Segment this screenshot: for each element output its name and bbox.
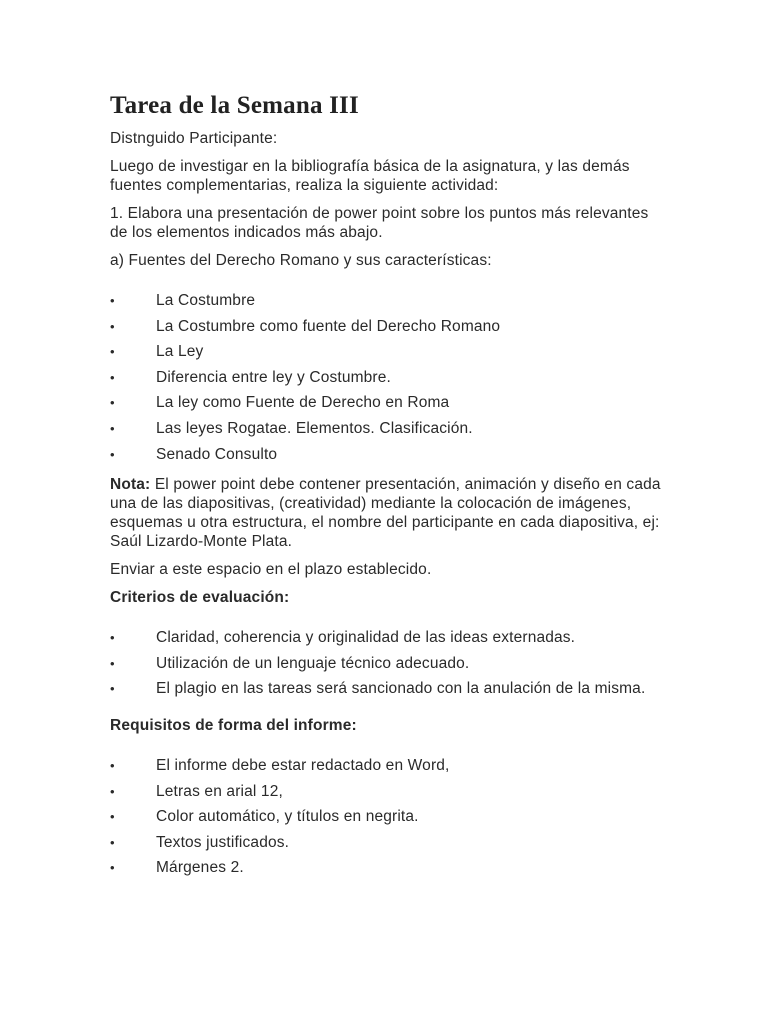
list-item: • La Ley <box>110 339 670 365</box>
criteria-heading: Criterios de evaluación: <box>110 589 290 607</box>
nota-text: El power point debe contener presentación, animación y diseño en cada una de las diapositivas, (creatividad) mediante la colocación de imágenes, esquemas u otra estructura, el nombre del participante en cada diapositiva, ej: Saúl Lizardo-Monte Plata. <box>110 476 661 551</box>
page-title: Tarea de la Semana III <box>110 92 359 119</box>
topics-list <box>110 288 670 467</box>
list-item: • Diferencia entre ley y Costumbre. <box>110 365 670 391</box>
list-item: • Márgenes 2. <box>110 855 670 881</box>
list-item: • Claridad, coherencia y originalidad de las ideas externadas. <box>110 625 670 651</box>
document-page <box>110 92 670 889</box>
nota-label: Nota: <box>110 476 151 494</box>
requirements-heading: Requisitos de forma del informe: <box>110 716 357 734</box>
send-paragraph: Enviar a este espacio en el plazo establecido. <box>110 561 432 579</box>
list-item: • Senado Consulto <box>110 442 670 468</box>
list-item: • Color automático, y títulos en negrita. <box>110 804 670 830</box>
list-item: • La Costumbre como fuente del Derecho Romano <box>110 314 670 340</box>
list-item: • El informe debe estar redactado en Word, <box>110 753 670 779</box>
list-item: • La Costumbre <box>110 288 670 314</box>
instruction-paragraph: 1. Elabora una presentación de power point sobre los puntos más relevantes de los elementos indicados más abajo. <box>110 205 649 241</box>
greeting: Distnguido Participante: <box>110 130 278 147</box>
list-item: • Las leyes Rogatae. Elementos. Clasificación. <box>110 416 670 442</box>
nota-paragraph <box>110 475 670 551</box>
list-item: • El plagio en las tareas será sancionado con la anulación de la misma. <box>110 676 670 702</box>
intro-paragraph: Luego de investigar en la bibliografía básica de la asignatura, y las demás fuentes complementarias, realiza la siguiente actividad: <box>110 158 630 194</box>
criteria-list <box>110 625 670 702</box>
requirements-list <box>110 753 670 881</box>
list-item: • Utilización de un lenguaje técnico adecuado. <box>110 651 670 677</box>
list-item: • Textos justificados. <box>110 830 670 856</box>
section-a-heading: a) Fuentes del Derecho Romano y sus características: <box>110 252 492 269</box>
list-item: • La ley como Fuente de Derecho en Roma <box>110 390 670 416</box>
list-item: • Letras en arial 12, <box>110 779 670 805</box>
